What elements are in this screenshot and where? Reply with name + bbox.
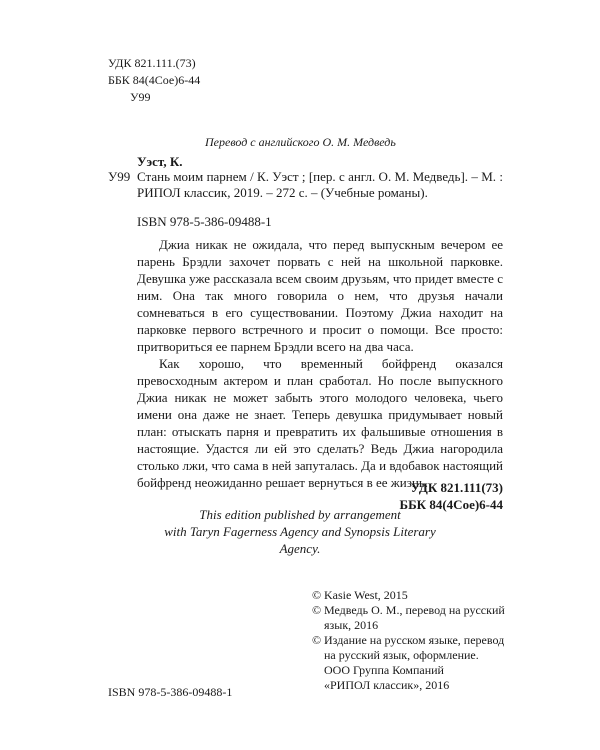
copyright-item xyxy=(312,633,512,663)
isbn-footer: ISBN 978-5-386-09488-1 xyxy=(108,685,233,699)
copyright-text: Kasie West, 2015 xyxy=(324,588,408,602)
edition-note-line: with Taryn Fagerness Agency and Synopsis Literary Agency. xyxy=(164,524,436,556)
bbk-code-bold: ББК 84(4Сое)6-44 xyxy=(399,497,503,512)
copyright-icon: © xyxy=(312,603,322,617)
bbk-code: ББК 84(4Сое)6-44 xyxy=(108,73,201,87)
annotation-paragraph: Как хорошо, что временный бойфренд оказался превосходным актером и план сработал. Но после выпускного Джиа никак не может забыть этого молодого человека, чьего имени она даже не знает. Теперь девушка придумывает новый план: отыскать парня и превратить их фальшивые отношения в настоящие. Удастся ли ей это сделать? Ведь Джиа нагородила столько лжи, что сама в ней запуталась. Да и вдобавок настоящий бойфренд неожиданно решает вернуться в ее жизнь. xyxy=(137,356,503,490)
copyright-text: Издание на русском языке, перевод на русский язык, оформление. xyxy=(324,633,505,662)
author-sign-code: У99 xyxy=(130,90,151,104)
bib-isbn: ISBN 978-5-386-09488-1 xyxy=(137,214,272,229)
publisher-line: ООО Группа Компаний xyxy=(324,663,444,677)
udk-code-bold: УДК 821.111(73) xyxy=(410,480,503,495)
edition-note-line: This edition published by arrangement xyxy=(199,507,401,522)
copyright-block xyxy=(312,588,512,693)
udk-code: УДК 821.111.(73) xyxy=(108,56,196,70)
edition-note xyxy=(150,506,450,557)
annotation xyxy=(137,236,503,491)
copyright-icon: © xyxy=(312,588,322,602)
translator-credit: Перевод с английского О. М. Медведь xyxy=(205,135,396,149)
copyright-icon: © xyxy=(312,633,322,647)
bib-author-sign: У99 xyxy=(108,169,131,184)
copyright-item xyxy=(312,588,512,603)
bib-author: Уэст, К. xyxy=(137,154,183,169)
publisher-line: «РИПОЛ классик», 2016 xyxy=(324,678,450,692)
copyright-item xyxy=(312,603,512,633)
bib-description: Стань моим парнем / К. Уэст ; [пер. с англ. О. М. Медведь]. – М. : РИПОЛ классик, 2019. – 272 с. – (Учебные романы). xyxy=(137,169,503,200)
copyright-text: Медведь О. М., перевод на русский язык, 2016 xyxy=(324,603,505,632)
annotation-paragraph: Джиа никак не ожидала, что перед выпускным вечером ее парень Брэдли захочет порвать с ней на школьной парковке. Девушка уже рассказала всем своим друзьям, что придет вместе с ним. Она так много говорила о нем, что друзья начали сомневаться в его существовании. Поэтому Джиа находит на парковке первого встречного и просит о помощи. Все просто: притвориться ее парнем Брэдли всего на два часа. xyxy=(137,237,503,354)
